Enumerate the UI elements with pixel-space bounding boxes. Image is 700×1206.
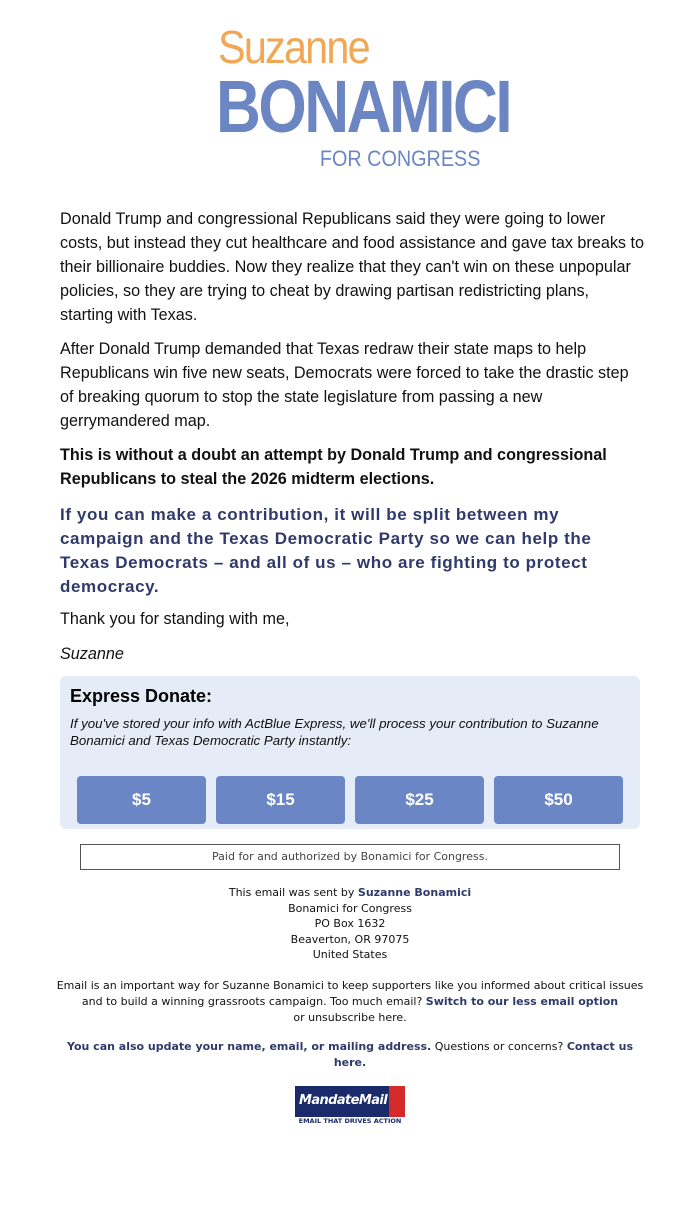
logo-first-name: Suzanne (218, 21, 369, 73)
org-name: Bonamici for Congress (288, 901, 412, 915)
sent-by-line (55, 885, 645, 901)
signature: Suzanne (60, 645, 124, 663)
logo-tagline: FOR CONGRESS (319, 146, 480, 171)
why-text: Email is an important way for Suzanne Bonamici to keep supporters like you informed about critical issues and to build a winning grassroots campaign. Too much email? (56, 979, 644, 1008)
email-preferences-text (55, 978, 645, 1026)
paid-for-disclaimer: Paid for and authorized by Bonamici for Congress. (80, 844, 620, 870)
donate-50-button[interactable]: $50 (494, 776, 623, 824)
donate-25-button[interactable]: $25 (355, 776, 484, 824)
mandatemail-name: MandateMail (299, 1093, 388, 1108)
contribution-appeal: If you can make a contribution, it will be split between my campaign and the Texas Democratic Party so we can help the Texas Democrats – and all of us – who are fighting to protect democracy. (60, 505, 592, 596)
express-donate-title: Express Donate: (70, 686, 213, 706)
sender-link[interactable]: Suzanne Bonamici (357, 886, 472, 899)
country-line: United States (312, 948, 388, 961)
mandatemail-tagline: EMAIL THAT DRIVES ACTION (298, 1117, 402, 1125)
body-paragraph-2: After Donald Trump demanded that Texas redraw their state maps to help Republicans win five new seats, Democrats were forced to take the drastic step of breaking quorum to stop the state legislature from passing a new gerrymandered map. (60, 340, 629, 430)
logo-last-name: BONAMICI (216, 65, 511, 148)
or-text: or (293, 1011, 305, 1024)
update-info-text (55, 1039, 645, 1071)
closing-line: Thank you for standing with me, (60, 610, 290, 628)
unsubscribe-link[interactable]: unsubscribe here. (308, 1011, 407, 1024)
donate-15-button[interactable]: $15 (216, 776, 345, 824)
donate-5-button[interactable]: $5 (77, 776, 206, 824)
body-paragraph-1: Donald Trump and congressional Republicans said they were going to lower costs, but instead they cut healthcare and food assistance and gave tax breaks to their billionaire buddies. Now they realize that they can't win on these unpopular policies, so they are trying to cheat by drawing partisan redistricting plans, starting with Texas. (60, 210, 645, 324)
sender-address (55, 885, 645, 963)
po-box: PO Box 1632 (314, 917, 386, 930)
mandatemail-badge[interactable] (295, 1086, 405, 1126)
contact-us-link[interactable]: Contact us here. (333, 1040, 633, 1069)
questions-text: Questions or concerns? (434, 1040, 564, 1053)
body-paragraph-bold: This is without a doubt an attempt by Donald Trump and congressional Republicans to steal the 2026 midterm elections. (60, 446, 607, 488)
flag-icon (389, 1086, 405, 1117)
express-donate-note: If you've stored your info with ActBlue Express, we'll process your contribution to Suzanne Bonamici and Texas Democratic Party instantly: (70, 716, 599, 748)
city-line: Beaverton, OR 97075 (290, 932, 410, 946)
less-email-link[interactable]: Switch to our less email option (425, 995, 619, 1008)
campaign-logo (216, 21, 511, 171)
sent-by-prefix: This email was sent by (228, 886, 355, 899)
update-info-link[interactable]: You can also update your name, email, or mailing address. (67, 1040, 432, 1053)
